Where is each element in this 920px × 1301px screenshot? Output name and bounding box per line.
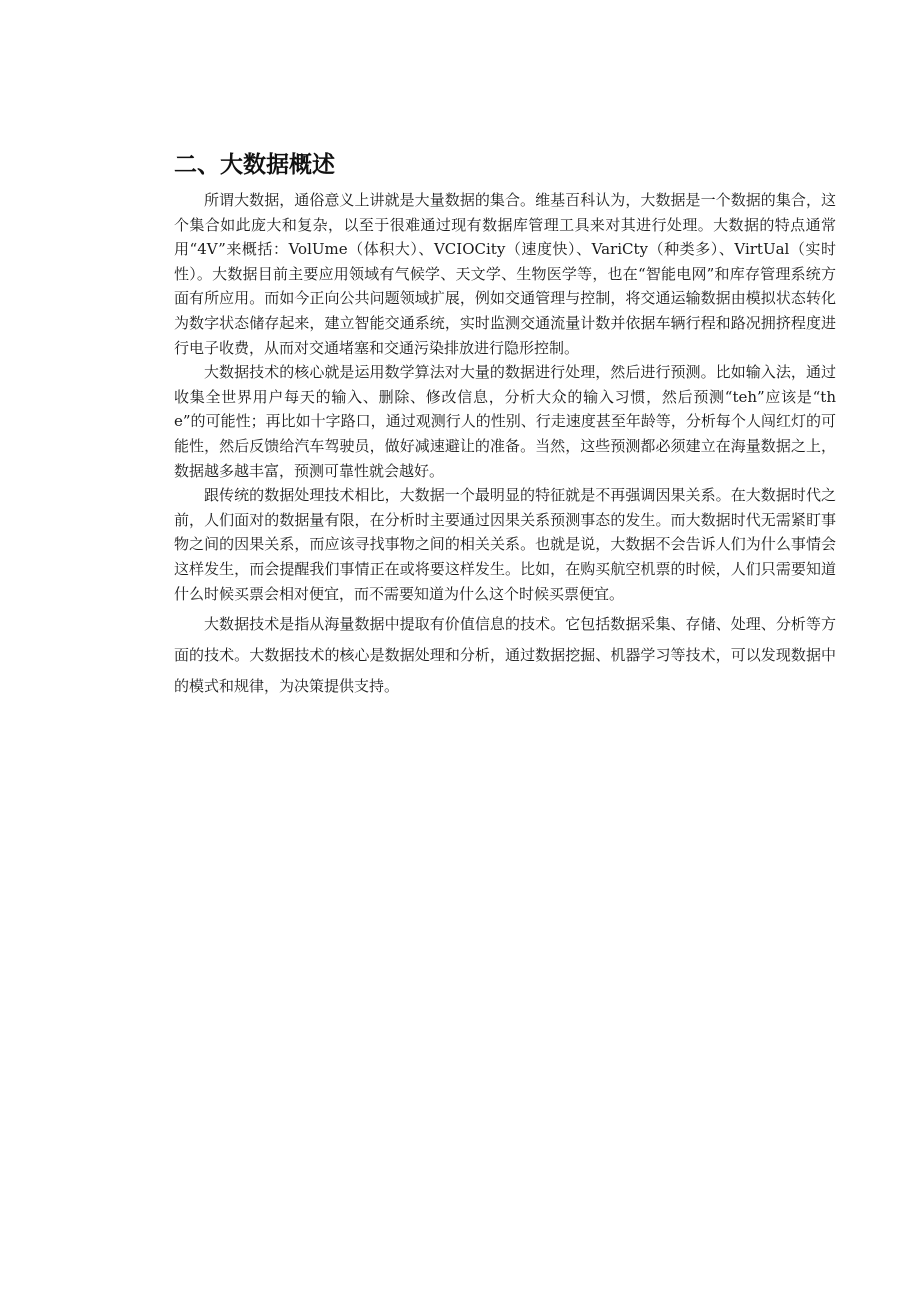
paragraph-core-technology: 大数据技术的核心就是运用数学算法对大量的数据进行处理，然后进行预测。比如输入法，通过收集全世界用户每天的输入、删除、修改信息，分析大众的输入习惯，然后预测“teh”应该是“the”的可能性；再比如十字路口，通过观测行人的性别、行走速度甚至年龄等，分析每个人闯红灯的可能性，然后反馈给汽车驾驶员，做好减速避让的准备。当然，这些预测都必须建立在海量数据之上，数据越多越丰富，预测可靠性就会越好。 xyxy=(174,363,836,480)
paragraph-definition: 所谓大数据，通俗意义上讲就是大量数据的集合。维基百科认为，大数据是一个数据的集合，这个集合如此庞大和复杂，以至于很难通过现有数据库管理工具来对其进行处理。大数据的特点通常用“4V”来概括：VolUme（体积大）、VCIOCity（速度快）、VariCty（种类多）、VirtUal（实时性）。大数据目前主要应用领域有气候学、天文学、生物医学等，也在“智能电网”和库存管理系统方面有所应用。而如今正向公共问题领域扩展，例如交通管理与控制，将交通运输数据由模拟状态转化为数字状态储存起来，建立智能交通系统，实时监测交通流量计数并依据车辆行程和路况拥挤程度进行电子收费，从而对交通堵塞和交通污染排放进行隐形控制。 xyxy=(174,191,836,357)
document-body xyxy=(174,148,836,702)
paragraph-correlation: 跟传统的数据处理技术相比，大数据一个最明显的特征就是不再强调因果关系。在大数据时代之前，人们面对的数据量有限，在分析时主要通过因果关系预测事态的发生。而大数据时代无需紧盯事物之间的因果关系，而应该寻找事物之间的相关关系。也就是说，大数据不会告诉人们为什么事情会这样发生，而会提醒我们事情正在或将要这样发生。比如，在购买航空机票的时候，人们只需要知道什么时候买票会相对便宜，而不需要知道为什么这个时候买票便宜。 xyxy=(174,486,836,603)
section-heading: 二、大数据概述 xyxy=(174,152,335,178)
paragraph-summary: 大数据技术是指从海量数据中提取有价值信息的技术。它包括数据采集、存储、处理、分析等方面的技术。大数据技术的核心是数据处理和分析，通过数据挖掘、机器学习等技术，可以发现数据中的模式和规律，为决策提供支持。 xyxy=(174,615,836,696)
